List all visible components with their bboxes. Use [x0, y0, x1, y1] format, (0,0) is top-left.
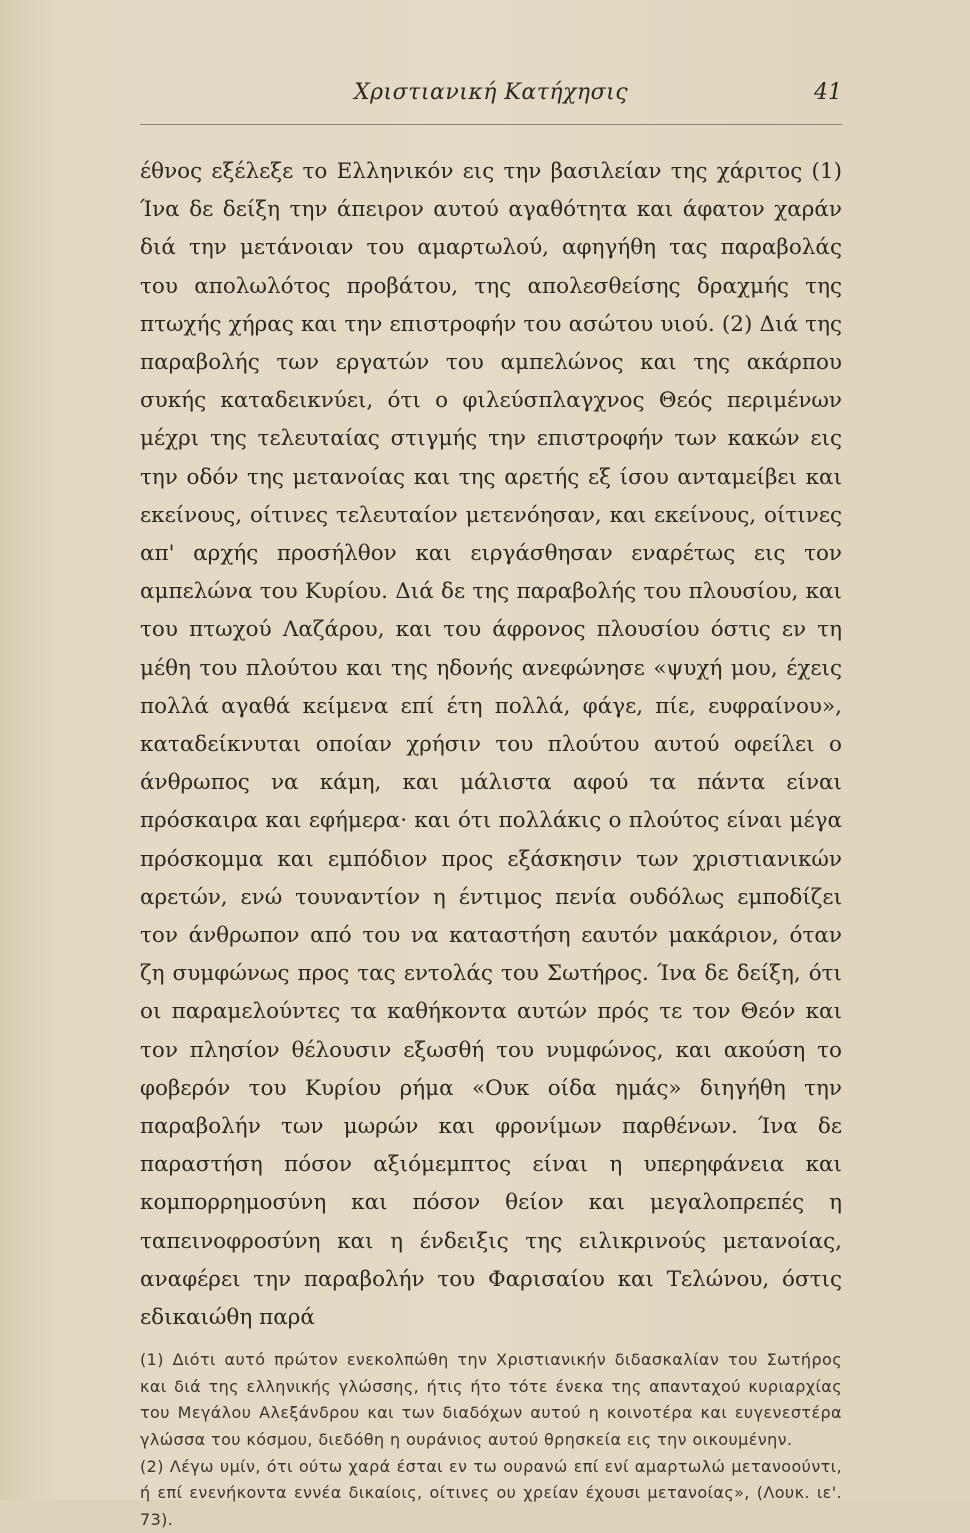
- page-header: [140, 78, 842, 125]
- footnote-1: (1) Διότι αυτό πρώτον ενεκολπώθη την Χριστιανικήν διδασκαλίαν του Σωτήρος και διά της ελληνικής γλώσσης, ήτις ήτο τότε ένεκα της απανταχού κυριαρχίας του Μεγάλου Αλεξάνδρου και των διαδόχων αυτού η κοινοτέρα και ευγενεστέρα γλώσσα του κόσμου, διεδόθη η ουράνιος αυτού θρησκεία εις την οικουμένην.: [140, 1350, 842, 1450]
- body-text: [140, 153, 842, 1337]
- running-title: Χριστιανική Κατήχησις: [353, 80, 629, 105]
- footnotes: [140, 1347, 842, 1533]
- main-paragraph: έθνος εξέλεξε το Ελληνικόν εις την βασιλείαν της χάριτος (1) Ίνα δε δείξη την άπειρον αυτού αγαθότητα και άφατον χαράν διά την μετάνοιαν του αμαρτωλού, αφηγήθη τας παραβολάς του απολωλότος προβάτου, της απολεσθείσης δραχμής της πτωχής χήρας και την επιστροφήν του ασώτου υιού. (2) Διά της παραβολής των εργατών του αμπελώνος και της ακάρπου συκής καταδεικνύει, ότι ο φιλεύσπλαγχνος Θεός περιμένων μέχρι της τελευταίας στιγμής την επιστροφήν των κακών εις την οδόν της μετανοίας και της αρετής εξ ίσου ανταμείβει και εκείνους, οίτινες τελευταίον μετενόησαν, και εκείνους, οίτινες απ' αρχής προσήλθον και ειργάσθησαν εναρέτως εις τον αμπελώνα του Κυρίου. Διά δε της παραβολής του πλουσίου, και του πτωχού Λαζάρου, και του άφρονος πλουσίου όστις εν τη μέθη του πλούτου και της ηδονής ανεφώνησε «ψυχή μου, έχεις πολλά αγαθά κείμενα επί έτη πολλά, φάγε, πίε, ευφραίνου», καταδείκνυται οποίαν χρήσιν του πλούτου αυτού οφείλει ο άνθρωπος να κάμη, και μάλιστα αφού τα πάντα είναι πρόσκαιρα και εφήμερα· και ότι πολλάκις ο πλούτος είναι μέγα πρόσκομμα και εμπόδιον προς εξάσκησιν των χριστιανικών αρετών, ενώ τουναντίον η έντιμος πενία ουδόλως εμποδίζει τον άνθρωπον από του να καταστήση εαυτόν μακάριον, όταν ζη συμφώνως προς τας εντολάς του Σωτήρος. Ίνα δε δείξη, ότι οι παραμελούντες τα καθήκοντα αυτών πρός τε τον Θεόν και τον πλησίον θέλουσιν εξωσθή του νυμφώνος, και ακούση το φοβερόν του Κυρίου ρήμα «Ουκ οίδα ημάς» διηγήθη την παραβολήν των μωρών και φρονίμων παρθένων. Ίνα δε παραστήση πόσον αξιόμεμπτος είναι η υπερηφάνεια και κομπορρημοσύνη και πόσον θείον και μεγαλοπρεπές η ταπεινοφροσύνη και η ένδειξις της ειλικρινούς μετανοίας, αναφέρει την παραβολήν του Φαρισαίου και Τελώνου, όστις εδικαιώθη παρά: [140, 159, 842, 1331]
- page-number: 41: [814, 80, 842, 105]
- footnote-2: (2) Λέγω υμίν, ότι ούτω χαρά έσται εν τω ουρανώ επί ενί αμαρτωλώ μετανοούντι, ή επί ενενήκοντα εννέα δικαίοις, οίτινες ου χρείαν έχουσι μετανοίας», (Λουκ. ιε'. 73).: [140, 1456, 842, 1529]
